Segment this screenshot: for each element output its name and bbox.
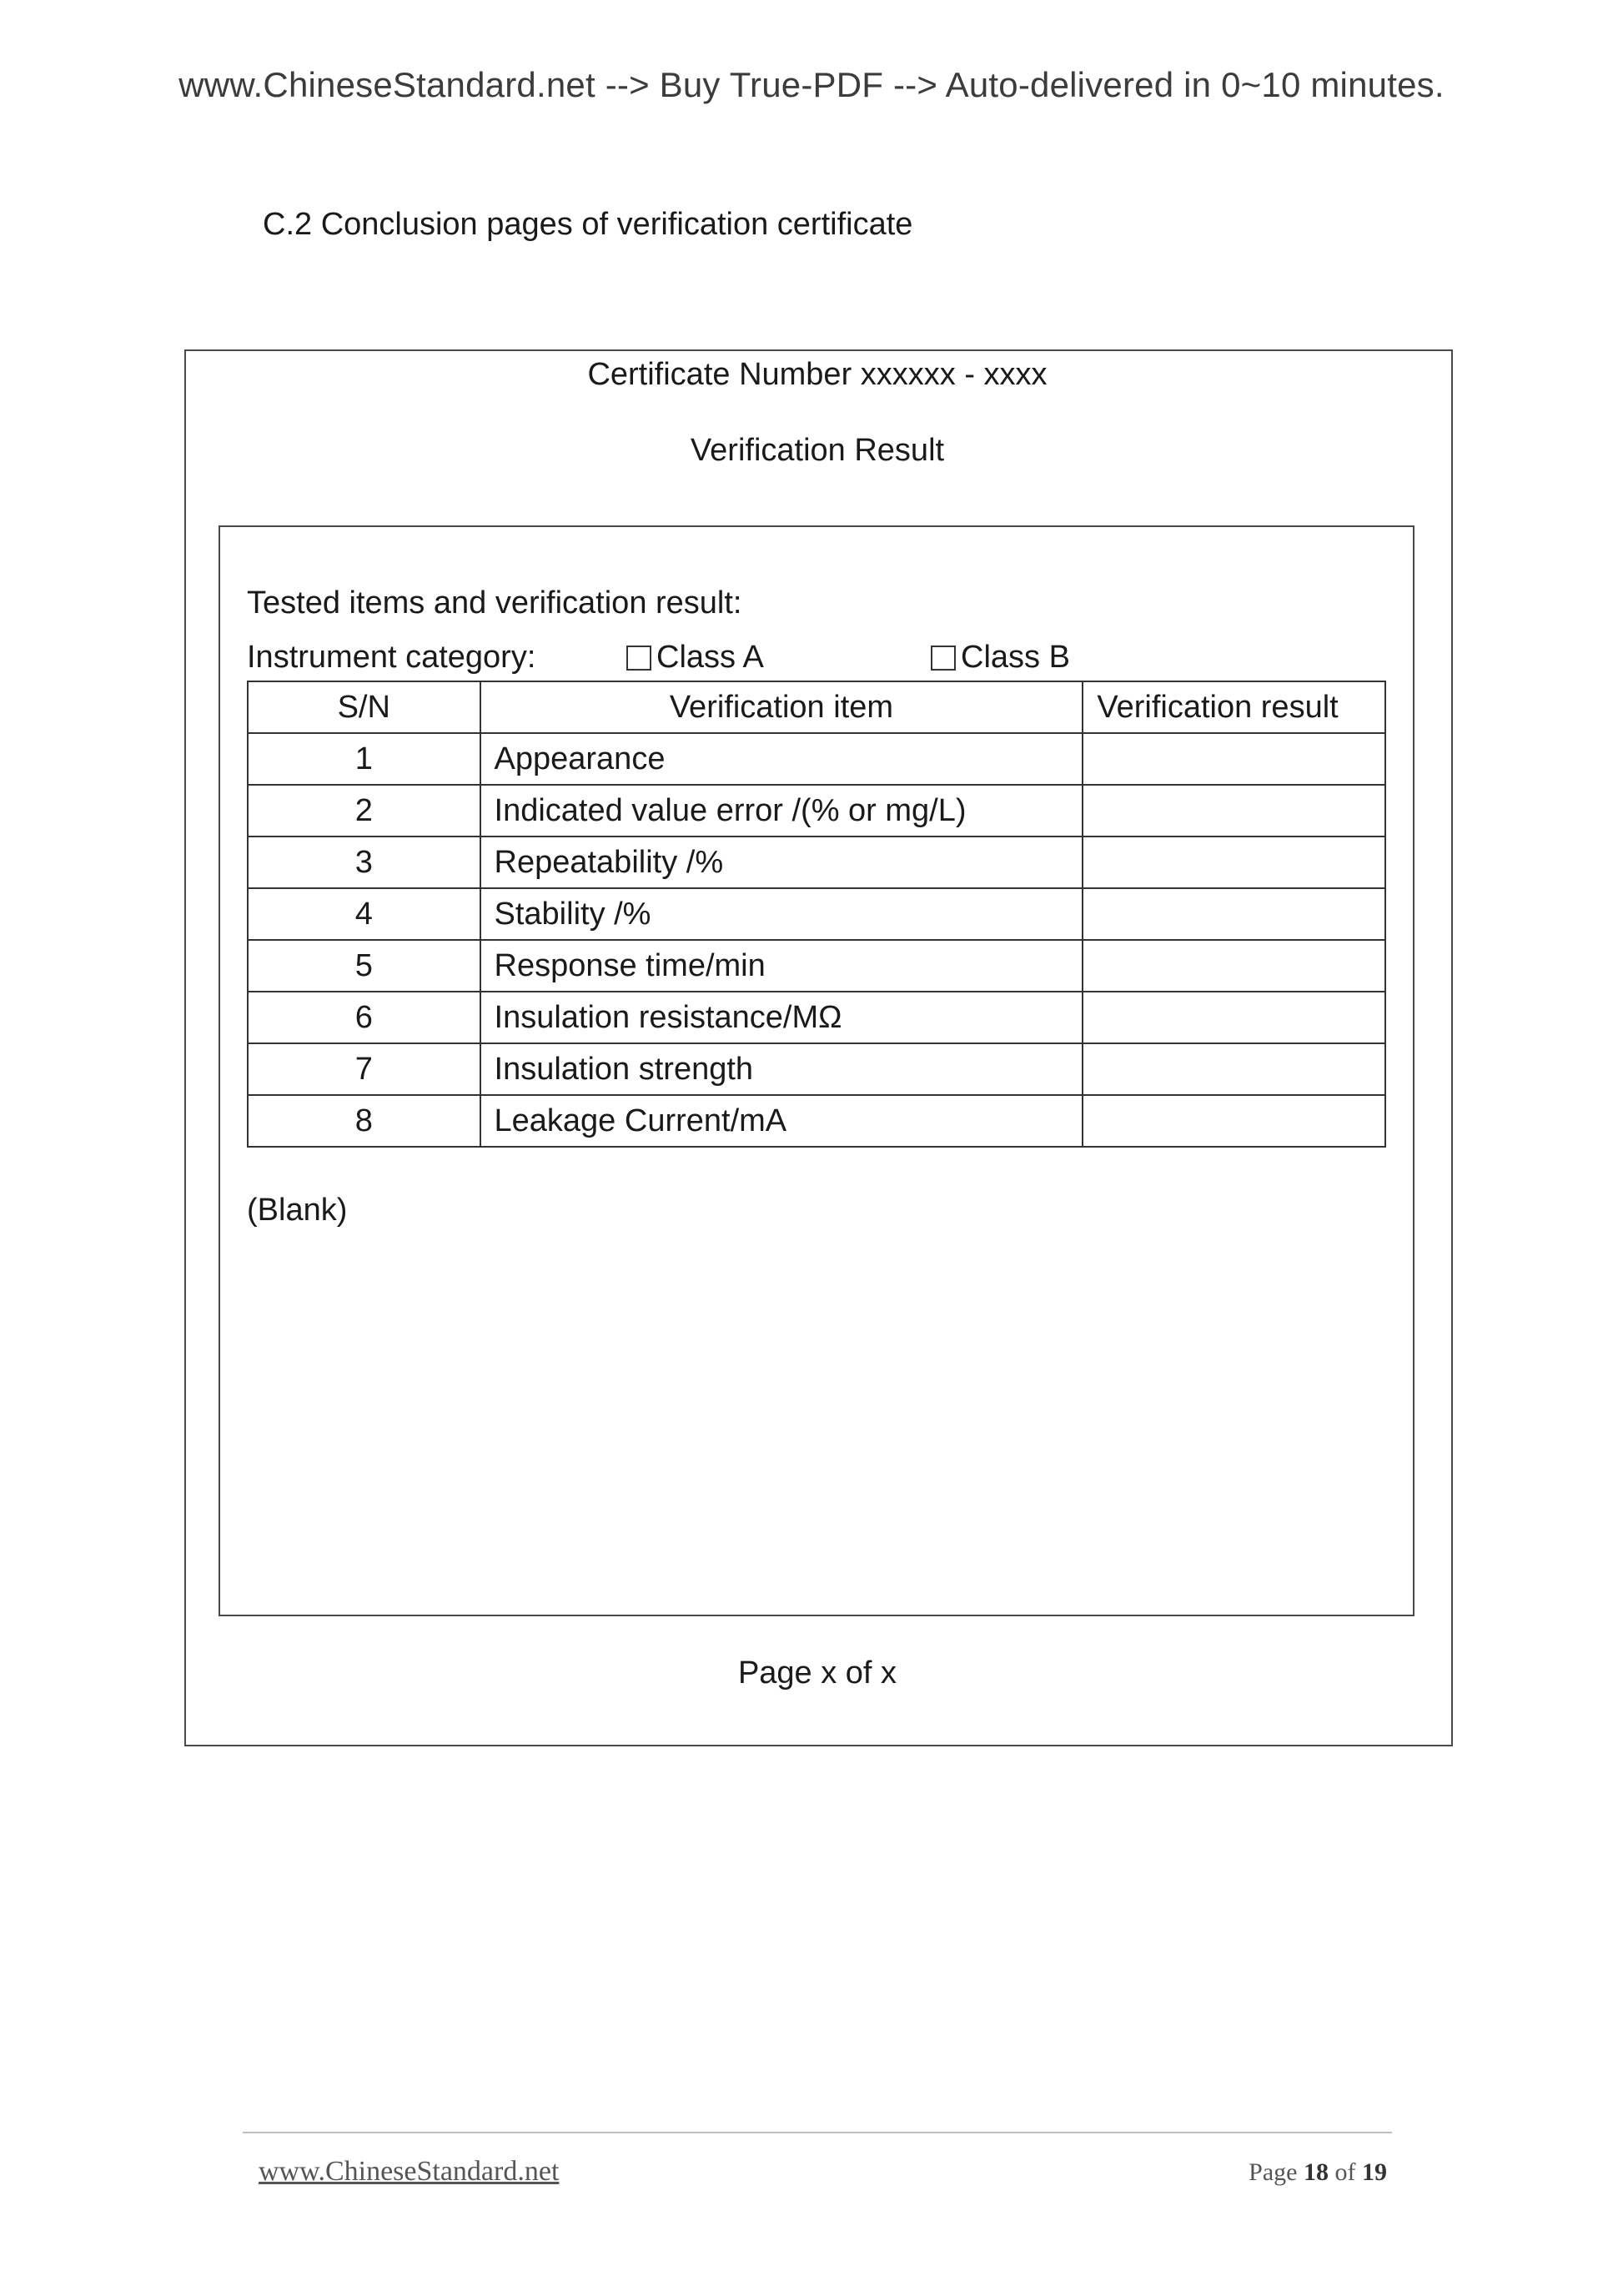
row-result <box>1083 1095 1385 1147</box>
footer-page-prefix: Page <box>1249 2158 1298 2186</box>
row-sn: 1 <box>248 733 480 785</box>
table-header-row <box>248 681 1385 733</box>
table-row <box>248 1095 1385 1147</box>
class-b-checkbox <box>931 646 956 671</box>
instrument-category-row <box>247 640 1381 678</box>
verification-table <box>247 681 1386 1148</box>
tested-items-label: Tested items and verification result: <box>247 585 742 620</box>
instrument-category-label: Instrument category: <box>247 640 536 675</box>
row-sn: 8 <box>248 1095 480 1147</box>
verification-result-heading: Verification Result <box>690 433 945 468</box>
row-result <box>1083 992 1385 1043</box>
row-result <box>1083 940 1385 992</box>
class-a-checkbox <box>626 646 651 671</box>
table-row <box>248 940 1385 992</box>
certificate-number: Certificate Number xxxxxx - xxxx <box>587 357 1048 392</box>
row-item: Appearance <box>480 733 1083 785</box>
row-item: Indicated value error /(% or mg/L) <box>480 785 1083 837</box>
row-sn: 2 <box>248 785 480 837</box>
row-result <box>1083 733 1385 785</box>
footer-page-indicator <box>1249 2158 1387 2187</box>
footer-page-total: 19 <box>1362 2158 1387 2186</box>
class-a-label: Class A <box>656 640 764 675</box>
table-row <box>248 992 1385 1043</box>
footer-page-current: 18 <box>1304 2158 1329 2186</box>
class-b-option <box>931 640 1070 676</box>
row-sn: 6 <box>248 992 480 1043</box>
row-result <box>1083 1043 1385 1095</box>
footer-website-link[interactable]: www.ChineseStandard.net <box>259 2156 560 2187</box>
row-sn: 3 <box>248 837 480 888</box>
table-row <box>248 888 1385 940</box>
table-row <box>248 837 1385 888</box>
row-item: Insulation strength <box>480 1043 1083 1095</box>
table-row <box>248 785 1385 837</box>
row-item: Leakage Current/mA <box>480 1095 1083 1147</box>
table-row <box>248 733 1385 785</box>
row-item: Insulation resistance/MΩ <box>480 992 1083 1043</box>
row-sn: 4 <box>248 888 480 940</box>
row-sn: 7 <box>248 1043 480 1095</box>
table-row <box>248 1043 1385 1095</box>
row-sn: 5 <box>248 940 480 992</box>
certificate-page-number: Page x of x <box>737 1655 897 1691</box>
row-item: Repeatability /% <box>480 837 1083 888</box>
blank-label: (Blank) <box>247 1193 348 1228</box>
header-verification-result: Verification result <box>1083 681 1385 733</box>
class-b-label: Class B <box>961 640 1070 675</box>
row-result <box>1083 785 1385 837</box>
row-result <box>1083 837 1385 888</box>
footer-divider <box>243 2132 1392 2133</box>
header-verification-item: Verification item <box>480 681 1083 733</box>
row-item: Response time/min <box>480 940 1083 992</box>
header-sn: S/N <box>248 681 480 733</box>
footer-page-sep: of <box>1334 2158 1356 2186</box>
row-item: Stability /% <box>480 888 1083 940</box>
section-title: C.2 Conclusion pages of verification certificate <box>263 207 913 242</box>
header-banner: www.ChineseStandard.net --> Buy True-PDF --> Auto-delivered in 0~10 minutes. <box>178 65 1445 104</box>
class-a-option <box>626 640 764 676</box>
row-result <box>1083 888 1385 940</box>
